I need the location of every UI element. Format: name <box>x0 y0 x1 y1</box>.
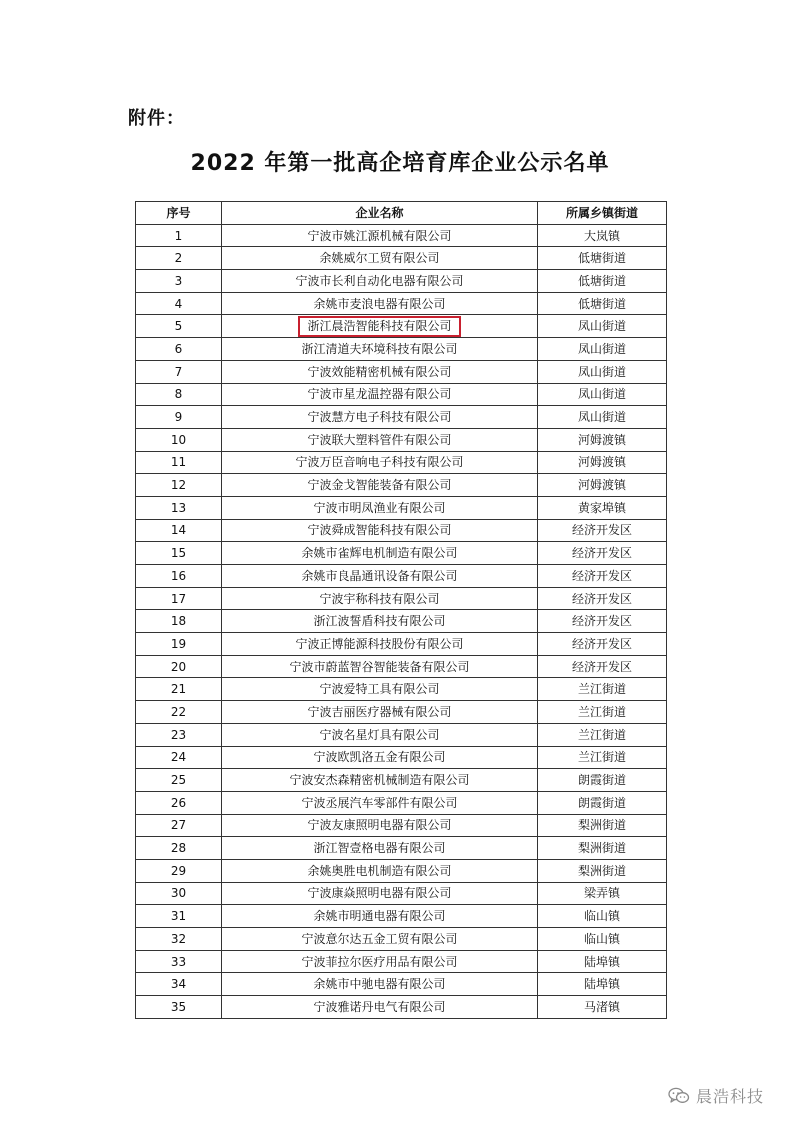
township-cell: 兰江街道 <box>538 678 667 701</box>
table-row <box>136 587 667 610</box>
table-header-row <box>136 202 667 225</box>
wechat-icon <box>668 1087 690 1105</box>
township-cell: 朗霞街道 <box>538 791 667 814</box>
enterprise-name-cell: 宁波菲拉尔医疗用品有限公司 <box>222 950 538 973</box>
township-cell: 临山镇 <box>538 905 667 928</box>
township-cell: 梁弄镇 <box>538 882 667 905</box>
township-cell: 河姆渡镇 <box>538 451 667 474</box>
serial-number-cell: 29 <box>136 859 222 882</box>
serial-number-cell: 31 <box>136 905 222 928</box>
serial-number-cell: 16 <box>136 565 222 588</box>
enterprise-name-cell: 宁波市明凤渔业有限公司 <box>222 496 538 519</box>
table-row <box>136 451 667 474</box>
serial-number-cell: 35 <box>136 996 222 1019</box>
highlighted-enterprise-name: 浙江晨浩智能科技有限公司 <box>301 319 457 334</box>
township-cell: 经济开发区 <box>538 610 667 633</box>
serial-number-cell: 11 <box>136 451 222 474</box>
serial-number-cell: 18 <box>136 610 222 633</box>
header-township: 所属乡镇街道 <box>538 202 667 225</box>
serial-number-cell: 14 <box>136 519 222 542</box>
table-row <box>136 292 667 315</box>
serial-number-cell: 15 <box>136 542 222 565</box>
attachment-label: 附件： <box>128 108 185 129</box>
township-cell: 经济开发区 <box>538 542 667 565</box>
enterprise-table <box>135 201 667 1019</box>
table-row <box>136 814 667 837</box>
watermark <box>668 1084 764 1107</box>
enterprise-name-cell: 宁波欧凯洛五金有限公司 <box>222 746 538 769</box>
enterprise-name-cell: 宁波效能精密机械有限公司 <box>222 360 538 383</box>
table-row <box>136 610 667 633</box>
township-cell: 低塘街道 <box>538 270 667 293</box>
serial-number-cell: 20 <box>136 655 222 678</box>
serial-number-cell: 4 <box>136 292 222 315</box>
enterprise-name-cell: 宁波康焱照明电器有限公司 <box>222 882 538 905</box>
table-row <box>136 496 667 519</box>
township-cell: 低塘街道 <box>538 292 667 315</box>
township-cell: 梨洲街道 <box>538 859 667 882</box>
serial-number-cell: 25 <box>136 769 222 792</box>
enterprise-name-cell: 宁波安杰森精密机械制造有限公司 <box>222 769 538 792</box>
enterprise-name-cell: 宁波丞展汽车零部件有限公司 <box>222 791 538 814</box>
serial-number-cell: 12 <box>136 474 222 497</box>
enterprise-name-cell: 宁波正博能源科技股份有限公司 <box>222 633 538 656</box>
table-row <box>136 950 667 973</box>
enterprise-name-cell: 宁波舜成智能科技有限公司 <box>222 519 538 542</box>
enterprise-name-cell: 宁波市星龙温控器有限公司 <box>222 383 538 406</box>
township-cell: 凤山街道 <box>538 338 667 361</box>
enterprise-name-cell: 浙江波誓盾科技有限公司 <box>222 610 538 633</box>
table-row <box>136 996 667 1019</box>
serial-number-cell: 3 <box>136 270 222 293</box>
serial-number-cell: 22 <box>136 701 222 724</box>
serial-number-cell: 26 <box>136 791 222 814</box>
table-row <box>136 565 667 588</box>
enterprise-name-cell: 宁波金戈智能装备有限公司 <box>222 474 538 497</box>
township-cell: 梨洲街道 <box>538 837 667 860</box>
enterprise-name-cell: 宁波联大塑料管件有限公司 <box>222 428 538 451</box>
enterprise-name-cell: 余姚市中驰电器有限公司 <box>222 973 538 996</box>
township-cell: 陆埠镇 <box>538 950 667 973</box>
serial-number-cell: 34 <box>136 973 222 996</box>
township-cell: 河姆渡镇 <box>538 428 667 451</box>
table-row <box>136 746 667 769</box>
serial-number-cell: 9 <box>136 406 222 429</box>
enterprise-name-cell <box>222 315 538 338</box>
table-row <box>136 905 667 928</box>
serial-number-cell: 10 <box>136 428 222 451</box>
township-cell: 临山镇 <box>538 928 667 951</box>
serial-number-cell: 27 <box>136 814 222 837</box>
enterprise-name-cell: 宁波慧方电子科技有限公司 <box>222 406 538 429</box>
township-cell: 河姆渡镇 <box>538 474 667 497</box>
township-cell: 黄家埠镇 <box>538 496 667 519</box>
serial-number-cell: 13 <box>136 496 222 519</box>
table-row <box>136 474 667 497</box>
table-row <box>136 383 667 406</box>
table-row <box>136 406 667 429</box>
enterprise-name-cell: 余姚市麦浪电器有限公司 <box>222 292 538 315</box>
table-row <box>136 519 667 542</box>
table-row <box>136 633 667 656</box>
table-row <box>136 655 667 678</box>
township-cell: 凤山街道 <box>538 360 667 383</box>
watermark-text: 晨浩科技 <box>696 1087 765 1106</box>
serial-number-cell: 33 <box>136 950 222 973</box>
township-cell: 低塘街道 <box>538 247 667 270</box>
table-row <box>136 723 667 746</box>
table-row <box>136 270 667 293</box>
serial-number-cell: 8 <box>136 383 222 406</box>
township-cell: 梨洲街道 <box>538 814 667 837</box>
enterprise-name-cell: 浙江智壹格电器有限公司 <box>222 837 538 860</box>
serial-number-cell: 7 <box>136 360 222 383</box>
township-cell: 经济开发区 <box>538 565 667 588</box>
table-row <box>136 928 667 951</box>
township-cell: 经济开发区 <box>538 633 667 656</box>
table-row <box>136 701 667 724</box>
header-serial-number: 序号 <box>136 202 222 225</box>
serial-number-cell: 21 <box>136 678 222 701</box>
serial-number-cell: 23 <box>136 723 222 746</box>
table-body <box>136 224 667 1018</box>
table-row <box>136 224 667 247</box>
serial-number-cell: 28 <box>136 837 222 860</box>
table-row <box>136 791 667 814</box>
enterprise-name-cell: 宁波宇称科技有限公司 <box>222 587 538 610</box>
serial-number-cell: 32 <box>136 928 222 951</box>
township-cell: 马渚镇 <box>538 996 667 1019</box>
township-cell: 凤山街道 <box>538 383 667 406</box>
township-cell: 经济开发区 <box>538 587 667 610</box>
table-row <box>136 859 667 882</box>
enterprise-name-cell: 宁波市姚江源机械有限公司 <box>222 224 538 247</box>
township-cell: 凤山街道 <box>538 406 667 429</box>
enterprise-name-cell: 浙江清道夫环境科技有限公司 <box>222 338 538 361</box>
serial-number-cell: 30 <box>136 882 222 905</box>
table-row <box>136 882 667 905</box>
table-row <box>136 678 667 701</box>
serial-number-cell: 2 <box>136 247 222 270</box>
table-row <box>136 837 667 860</box>
township-cell: 大岚镇 <box>538 224 667 247</box>
township-cell: 朗霞街道 <box>538 769 667 792</box>
serial-number-cell: 1 <box>136 224 222 247</box>
enterprise-name-cell: 宁波市蔚蓝智谷智能装备有限公司 <box>222 655 538 678</box>
enterprise-name-cell: 宁波市长利自动化电器有限公司 <box>222 270 538 293</box>
enterprise-name-cell: 宁波友康照明电器有限公司 <box>222 814 538 837</box>
serial-number-cell: 17 <box>136 587 222 610</box>
page-title: 2022 年第一批高企培育库企业公示名单 <box>190 151 610 176</box>
table-row <box>136 360 667 383</box>
table-row <box>136 338 667 361</box>
header-enterprise-name: 企业名称 <box>222 202 538 225</box>
township-cell: 凤山街道 <box>538 315 667 338</box>
enterprise-name-cell: 余姚市良晶通讯设备有限公司 <box>222 565 538 588</box>
table-row <box>136 769 667 792</box>
serial-number-cell: 19 <box>136 633 222 656</box>
enterprise-name-cell: 余姚威尔工贸有限公司 <box>222 247 538 270</box>
township-cell: 经济开发区 <box>538 655 667 678</box>
enterprise-name-cell: 宁波名星灯具有限公司 <box>222 723 538 746</box>
table-row <box>136 315 667 338</box>
township-cell: 兰江街道 <box>538 701 667 724</box>
serial-number-cell: 6 <box>136 338 222 361</box>
township-cell: 经济开发区 <box>538 519 667 542</box>
enterprise-name-cell: 宁波意尔达五金工贸有限公司 <box>222 928 538 951</box>
serial-number-cell: 24 <box>136 746 222 769</box>
township-cell: 兰江街道 <box>538 723 667 746</box>
enterprise-name-cell: 宁波爱特工具有限公司 <box>222 678 538 701</box>
township-cell: 陆埠镇 <box>538 973 667 996</box>
enterprise-name-cell: 余姚市明通电器有限公司 <box>222 905 538 928</box>
table-row <box>136 428 667 451</box>
table-row <box>136 247 667 270</box>
enterprise-name-cell: 余姚市雀辉电机制造有限公司 <box>222 542 538 565</box>
enterprise-name-cell: 宁波雅诺丹电气有限公司 <box>222 996 538 1019</box>
table-row <box>136 973 667 996</box>
serial-number-cell: 5 <box>136 315 222 338</box>
township-cell: 兰江街道 <box>538 746 667 769</box>
enterprise-name-cell: 宁波万臣音响电子科技有限公司 <box>222 451 538 474</box>
table-row <box>136 542 667 565</box>
enterprise-name-cell: 余姚奥胜电机制造有限公司 <box>222 859 538 882</box>
enterprise-name-cell: 宁波吉丽医疗器械有限公司 <box>222 701 538 724</box>
